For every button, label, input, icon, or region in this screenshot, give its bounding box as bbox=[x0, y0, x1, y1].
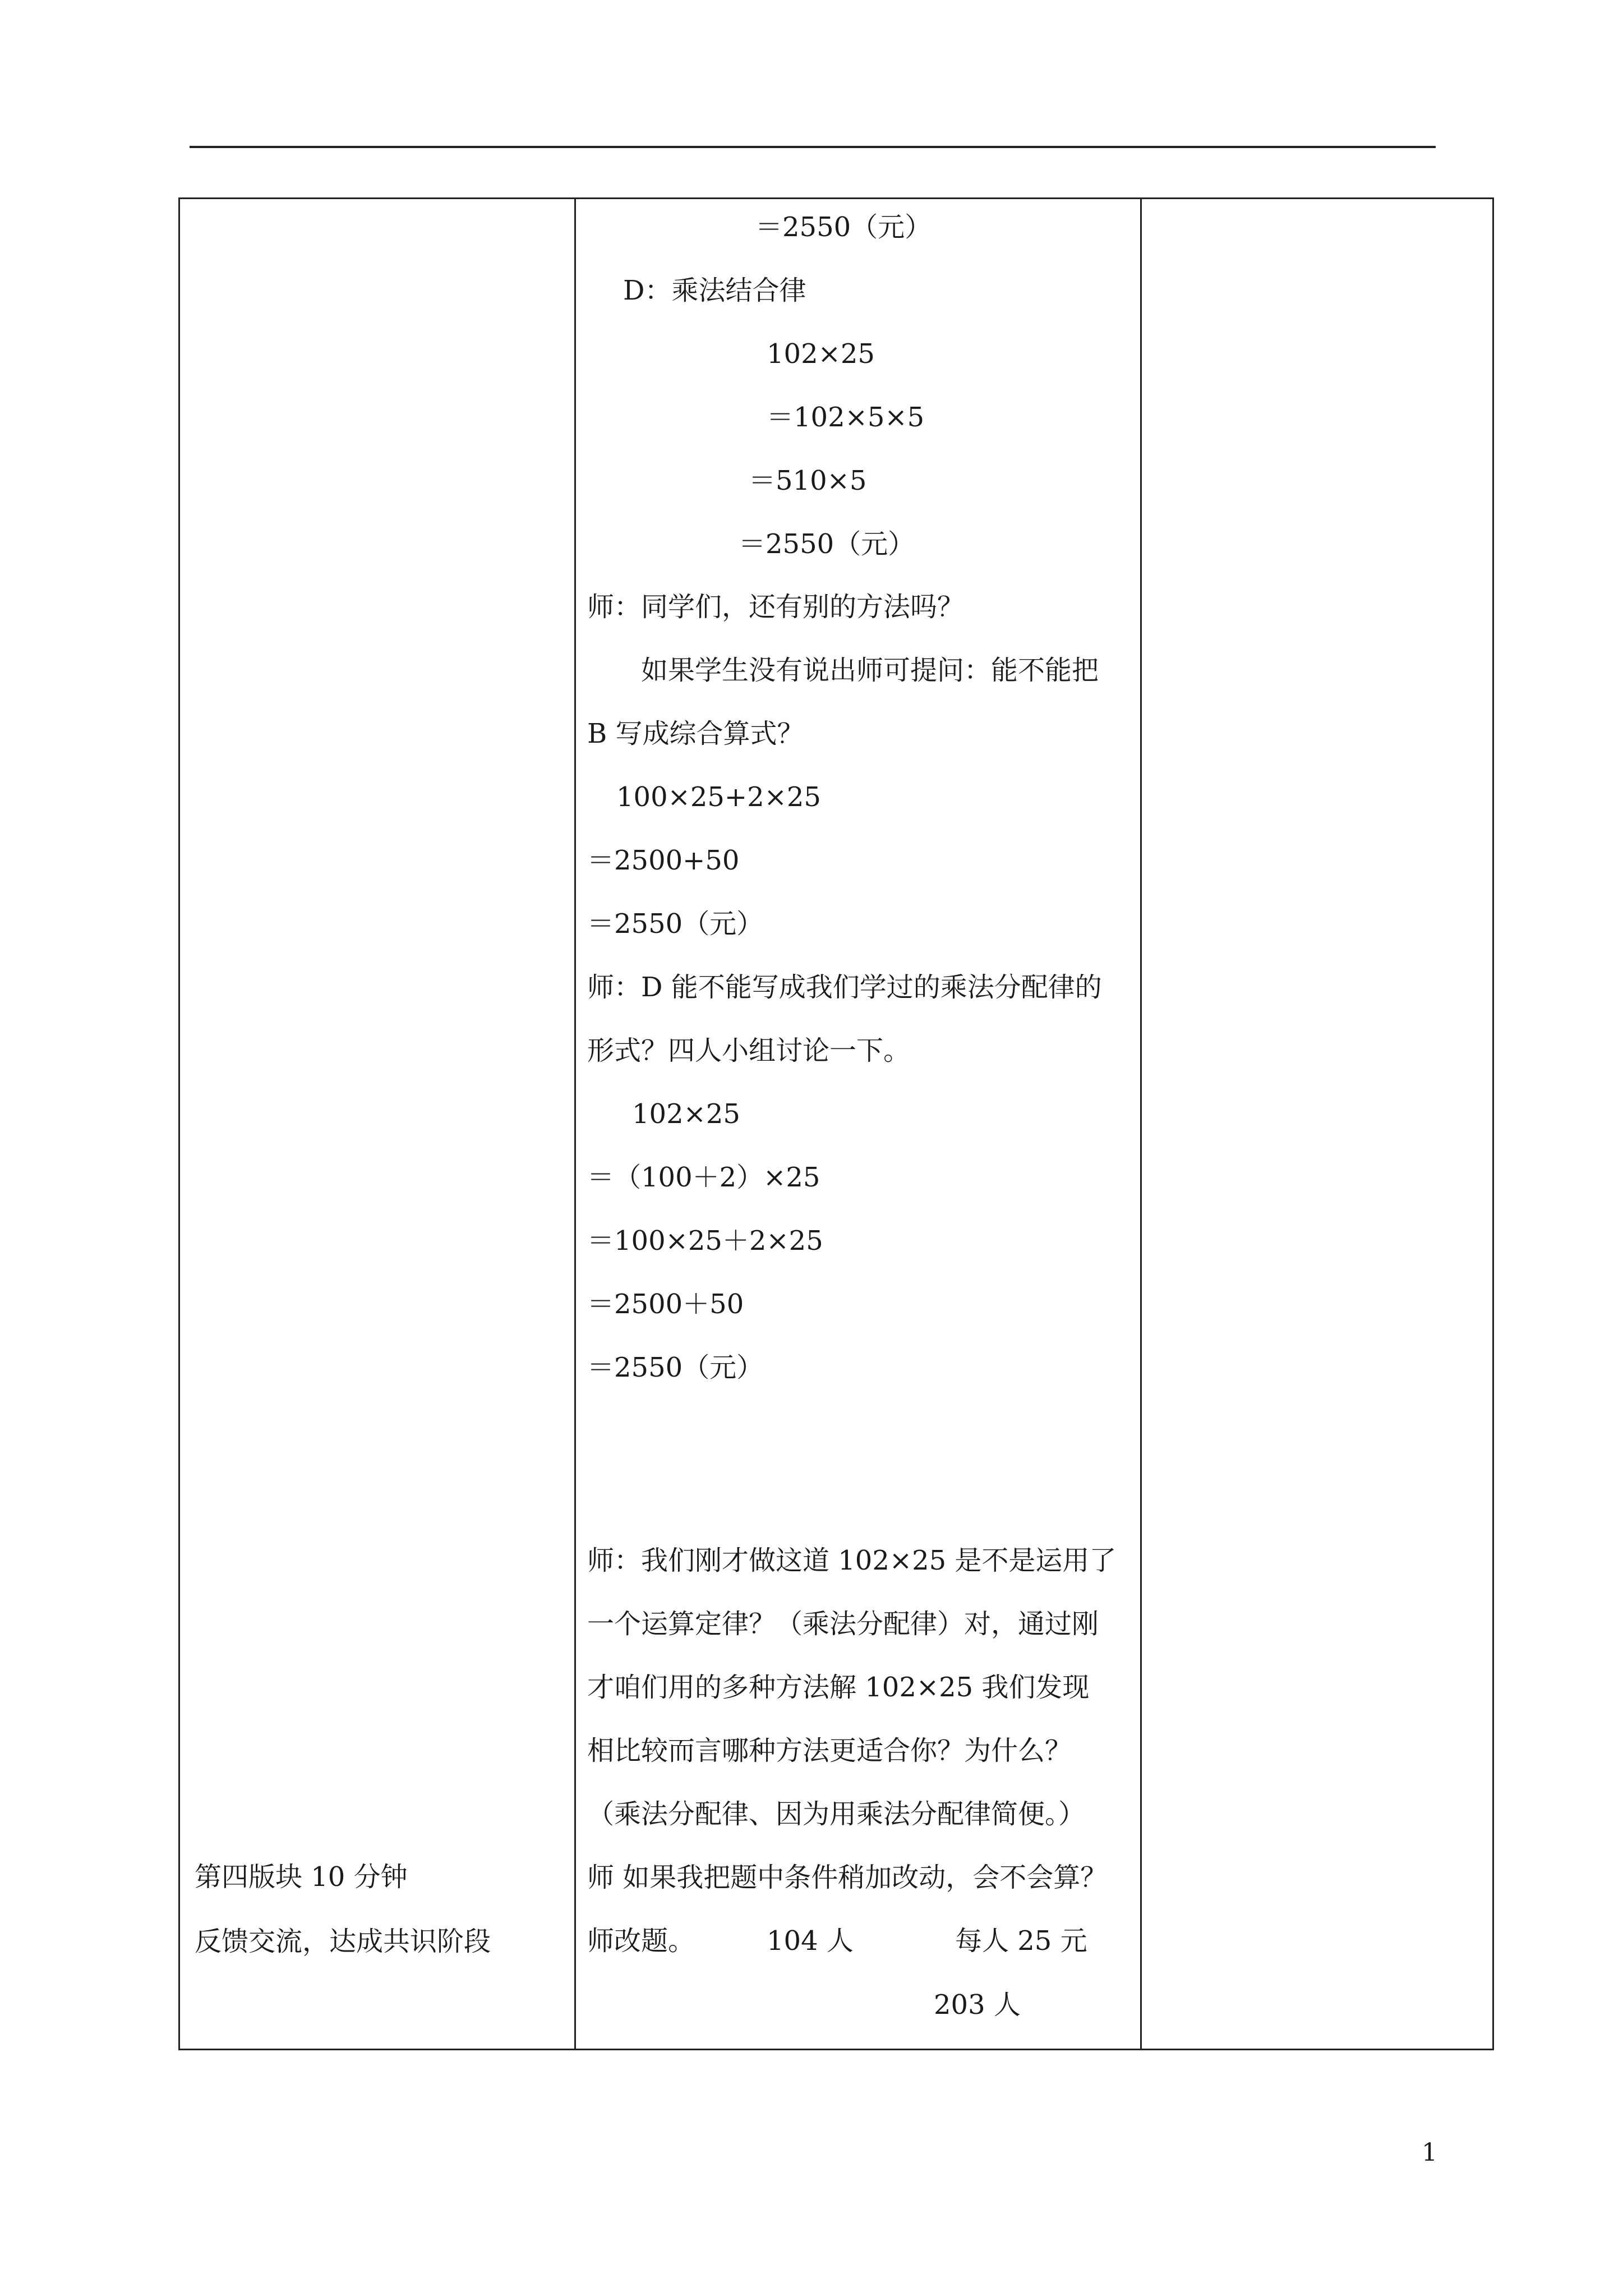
text-line: 104 人 bbox=[767, 1925, 854, 1957]
text-line: 师：我们刚才做这道 102×25 是不是运用了 bbox=[587, 1545, 1117, 1576]
text-line: 203 人 bbox=[934, 1989, 1021, 2021]
text-line: 102×25 bbox=[767, 338, 875, 370]
text-line: 100×25+2×25 bbox=[616, 781, 821, 813]
page-number: 1 bbox=[1422, 2138, 1437, 2167]
text-line: ＝2500＋50 bbox=[587, 1289, 744, 1320]
text-line: 相比较而言哪种方法更适合你？为什么？ bbox=[587, 1735, 1072, 1766]
lesson-plan-table bbox=[178, 197, 1494, 2050]
text-line: ＝102×5×5 bbox=[767, 402, 925, 433]
text-line: 才咱们用的多种方法解 102×25 我们发现 bbox=[587, 1672, 1090, 1703]
table-row bbox=[179, 199, 1493, 2050]
text-line: ＝2550（元） bbox=[587, 908, 764, 940]
text-line: （乘法分配律、因为用乘法分配律简便。） bbox=[587, 1798, 1086, 1830]
text-line: ＝510×5 bbox=[749, 465, 867, 496]
notes-cell bbox=[1141, 199, 1493, 2050]
stage-title: 第四版块 10 分钟 bbox=[195, 1861, 408, 1893]
text-line: ＝2550（元） bbox=[587, 1352, 764, 1383]
text-line: 如果学生没有说出师可提问：能不能把 bbox=[641, 655, 1099, 686]
text-line: 师：D 能不能写成我们学过的乘法分配律的 bbox=[587, 972, 1102, 1003]
text-line: ＝2550（元） bbox=[755, 211, 932, 243]
header-rule bbox=[190, 146, 1436, 148]
stage-description: 反馈交流，达成共识阶段 bbox=[195, 1926, 491, 1957]
stage-cell bbox=[179, 199, 575, 2050]
text-line: 一个运算定律？（乘法分配律）对，通过刚 bbox=[587, 1608, 1099, 1640]
text-line: ＝100×25＋2×25 bbox=[587, 1225, 823, 1257]
text-line: ＝2500+50 bbox=[587, 845, 740, 876]
text-line: 师改题。 bbox=[587, 1925, 695, 1957]
text-line: 形式？四人小组讨论一下。 bbox=[587, 1035, 911, 1066]
text-line: 102×25 bbox=[632, 1098, 740, 1130]
text-line: ＝2550（元） bbox=[739, 528, 915, 560]
text-line: 师 如果我把题中条件稍加改动，会不会算？ bbox=[587, 1862, 1108, 1893]
text-line: 师：同学们，还有别的方法吗？ bbox=[587, 591, 965, 623]
process-cell bbox=[575, 199, 1141, 2050]
text-line: 每人 25 元 bbox=[955, 1925, 1087, 1957]
text-line: B 写成综合算式？ bbox=[587, 718, 804, 749]
text-line: D：乘法结合律 bbox=[623, 275, 806, 306]
text-line: ＝（100＋2）×25 bbox=[587, 1162, 820, 1193]
